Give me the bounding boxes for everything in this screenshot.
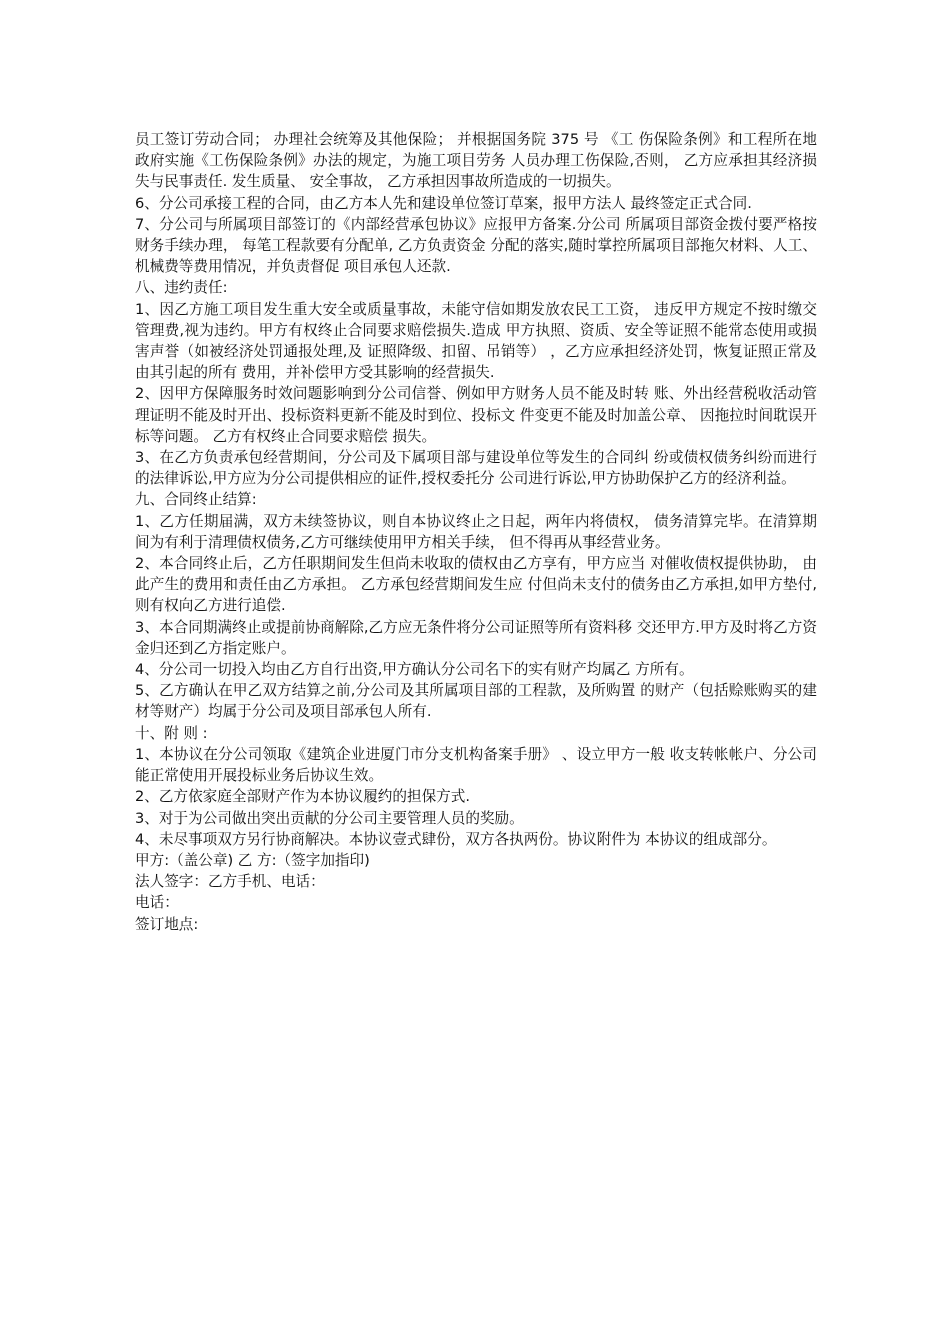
paragraph-termination-3: 3、本合同期满终止或提前协商解除,乙方应无条件将分公司证照等所有资料移 交还甲方.甲方及时将乙方资金归还到乙方指定账户。 — [135, 618, 817, 657]
paragraph-appendix-4: 4、未尽事项双方另行协商解决。本协议壹式肆份，双方各执两份。协议附件为 本协议的组成部分。 — [135, 830, 777, 848]
signing-location-line: 签订地点: — [135, 915, 199, 933]
document-page — [135, 129, 817, 935]
paragraph-breach-3: 3、在乙方负责承包经营期间，分公司及下属项目部与建设单位等发生的合同纠 纷或债权债务纠纷而进行的法律诉讼,甲方应为分公司提供相应的证件,授权委托分 公司进行诉讼,甲方协助保护乙方的经济利益。 — [135, 449, 817, 488]
paragraph-appendix-2: 2、乙方依家庭全部财产作为本协议履约的担保方式. — [135, 788, 470, 806]
paragraph-termination-4: 4、分公司一切投入均由乙方自行出资,甲方确认分公司名下的实有财产均属乙 方所有。 — [135, 661, 694, 679]
paragraph-labor-contract: 员工签订劳动合同； 办理社会统筹及其他保险； 并根据国务院 375 号 《工 伤保险条例》和工程所在地政府实施《工伤保险条例》办法的规定，为施工项目劳务 人员办理工伤保险,否则， 乙方应承担其经济损失与民事责任. 发生质量、 安全事故， 乙方承担因事故所造成的一切损失。 — [135, 131, 817, 191]
paragraph-termination-1: 1、乙方任期届满，双方未续签协议，则自本协议终止之日起，两年内将债权， 债务清算完毕。在清算期间为有利于清理债权债务,乙方可继续使用甲方相关手续， 但不得再从事经营业务。 — [135, 512, 817, 551]
section-heading-termination: 九、合同终止结算: — [135, 491, 257, 509]
section-heading-breach: 八、违约责任: — [135, 279, 228, 297]
signature-legal-rep-line: 法人签字：乙方手机、电话： — [135, 873, 325, 891]
paragraph-termination-5: 5、乙方确认在甲乙双方结算之前,分公司及其所属项目部的工程款，及所购置 的财产（包括赊账购买的建材等财产）均属于分公司及项目部承包人所有. — [135, 682, 817, 721]
paragraph-breach-2: 2、因甲方保障服务时效问题影响到分公司信誉、例如甲方财务人员不能及时转 账、外出经营税收活动管理证明不能及时开出、投标资料更新不能及时到位、投标文 件变更不能及时加盖公章、 因拖拉时间耽误开标等问题。 乙方有权终止合同要求赔偿 损失。 — [135, 385, 817, 445]
phone-line: 电话： — [135, 894, 179, 912]
signature-parties-line: 甲方:（盖公章) 乙 方:（签字加指印) — [135, 851, 370, 869]
paragraph-breach-1: 1、因乙方施工项目发生重大安全或质量事故，未能守信如期发放农民工工资， 违反甲方规定不按时缴交管理费,视为违约。甲方有权终止合同要求赔偿损失.造成 甲方执照、资质、安全等证照不能常态使用或损害声誉（如被经济处罚通报处理,及 证照降级、扣留、吊销等） ，乙方应承担经济处罚，恢复证照正常及由其引起的所有 费用，并补偿甲方受其影响的经营损失. — [135, 300, 817, 382]
paragraph-clause-7: 7、分公司与所属项目部签订的《内部经营承包协议》应报甲方备案.分公司 所属项目部资金拨付要严格按财务手续办理， 每笔工程款要有分配单, 乙方负责资金 分配的落实,随时掌控所属项目部拖欠材料、人工、机械费等费用情况，并负责督促 项目承包人还款. — [135, 215, 817, 276]
section-heading-appendix: 十、附 则 : — [135, 724, 208, 742]
paragraph-termination-2: 2、本合同终止后，乙方任职期间发生但尚未收取的债权由乙方享有，甲方应当 对催收债权提供协助， 由此产生的费用和责任由乙方承担。 乙方承包经营期间发生应 付但尚未支付的债务由乙方承担,如甲方垫付,则有权向乙方进行追偿. — [135, 555, 817, 615]
paragraph-appendix-1: 1、本协议在分公司领取《建筑企业进厦门市分支机构备案手册》 、设立甲方一般 收支转帐帐户、分公司能正常使用开展投标业务后协议生效。 — [135, 745, 817, 785]
paragraph-appendix-3: 3、对于为公司做出突出贡献的分公司主要管理人员的奖励。 — [135, 809, 524, 827]
paragraph-clause-6: 6、分公司承接工程的合同，由乙方本人先和建设单位签订草案，报甲方法人 最终签定正式合同. — [135, 194, 752, 212]
